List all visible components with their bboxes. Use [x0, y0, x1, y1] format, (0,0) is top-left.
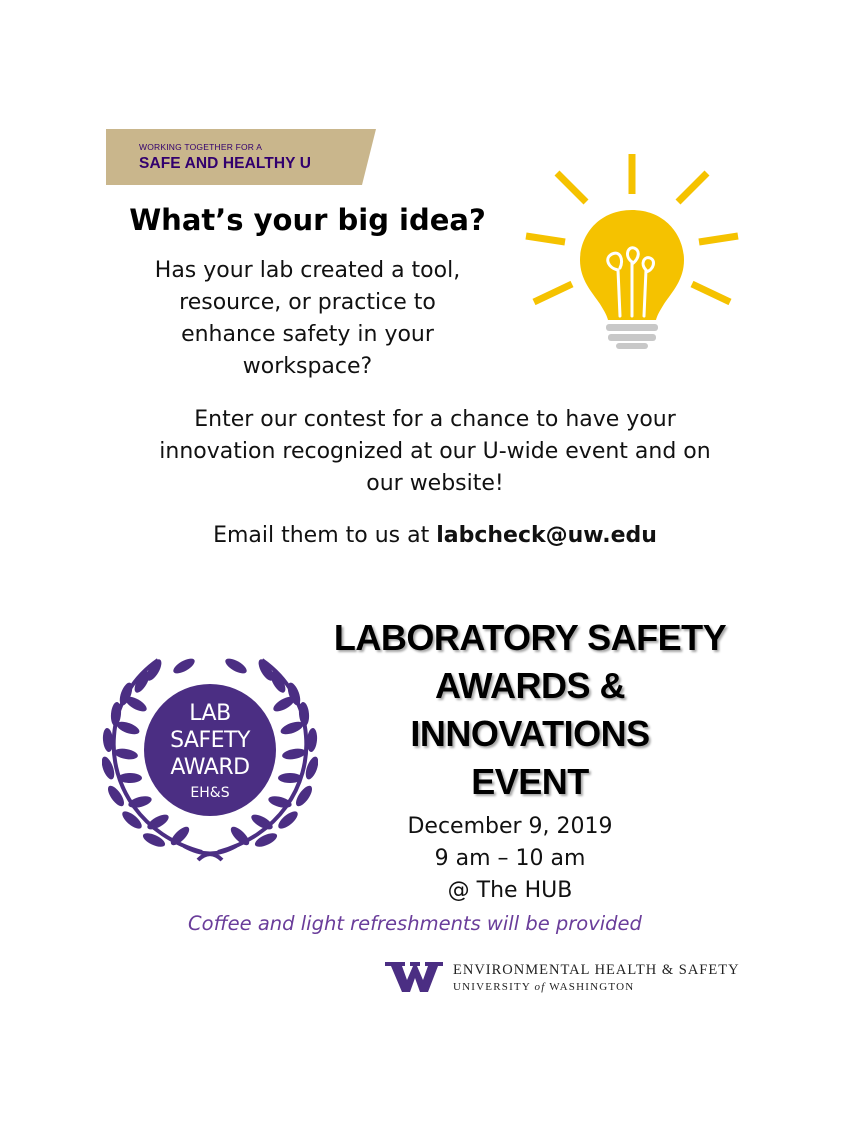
event-details — [380, 811, 640, 907]
question-line: resource, or practice to — [179, 290, 436, 315]
badge-sub: EH&S — [190, 785, 230, 801]
banner-tagline: WORKING TOGETHER FOR A — [139, 142, 263, 152]
email-link[interactable]: labcheck@uw.edu — [436, 523, 657, 548]
refreshments-note: Coffee and light refreshments will be provided — [188, 912, 642, 935]
page-headline: What’s your big idea? — [129, 203, 486, 237]
question-line: Has your lab created a tool, — [154, 258, 461, 283]
contest-line: Enter our contest for a chance to have your — [194, 407, 676, 432]
question-line: enhance safety in your — [181, 322, 434, 347]
ehs-name: ENVIRONMENTAL HEALTH & SAFETY — [453, 962, 740, 978]
event-location: @ The HUB — [447, 878, 573, 903]
event-title-line: INNOVATIONS — [410, 713, 650, 754]
lab-safety-award-badge — [102, 656, 318, 872]
event-title-line: AWARDS & — [434, 665, 625, 706]
of-word: of — [534, 981, 546, 993]
contest-line: our website! — [366, 471, 504, 496]
event-date: December 9, 2019 — [407, 814, 613, 839]
washington-word: WASHINGTON — [549, 981, 635, 993]
question-paragraph — [125, 255, 490, 383]
safe-healthy-u-banner — [106, 129, 376, 185]
event-title-line: EVENT — [471, 761, 589, 802]
contest-line: innovation recognized at our U-wide event and on — [159, 439, 711, 464]
badge-line: AWARD — [170, 755, 250, 780]
event-title — [300, 614, 760, 806]
email-prefix: Email them to us at — [213, 523, 437, 548]
university-word: UNIVERSITY — [453, 981, 531, 993]
ehs-footer-logo — [385, 960, 765, 1000]
banner-title: SAFE AND HEALTHY U — [139, 155, 312, 172]
lightbulb-icon — [520, 150, 750, 354]
badge-line: SAFETY — [170, 728, 250, 753]
question-line: workspace? — [242, 354, 373, 379]
email-line — [100, 520, 770, 552]
university-name — [453, 981, 634, 993]
badge-text — [144, 700, 276, 805]
event-time: 9 am – 10 am — [434, 846, 586, 871]
contest-paragraph — [100, 404, 770, 500]
badge-line: LAB — [189, 701, 231, 726]
event-title-line: LABORATORY SAFETY — [333, 617, 727, 658]
uw-w-logo-icon — [385, 962, 445, 992]
